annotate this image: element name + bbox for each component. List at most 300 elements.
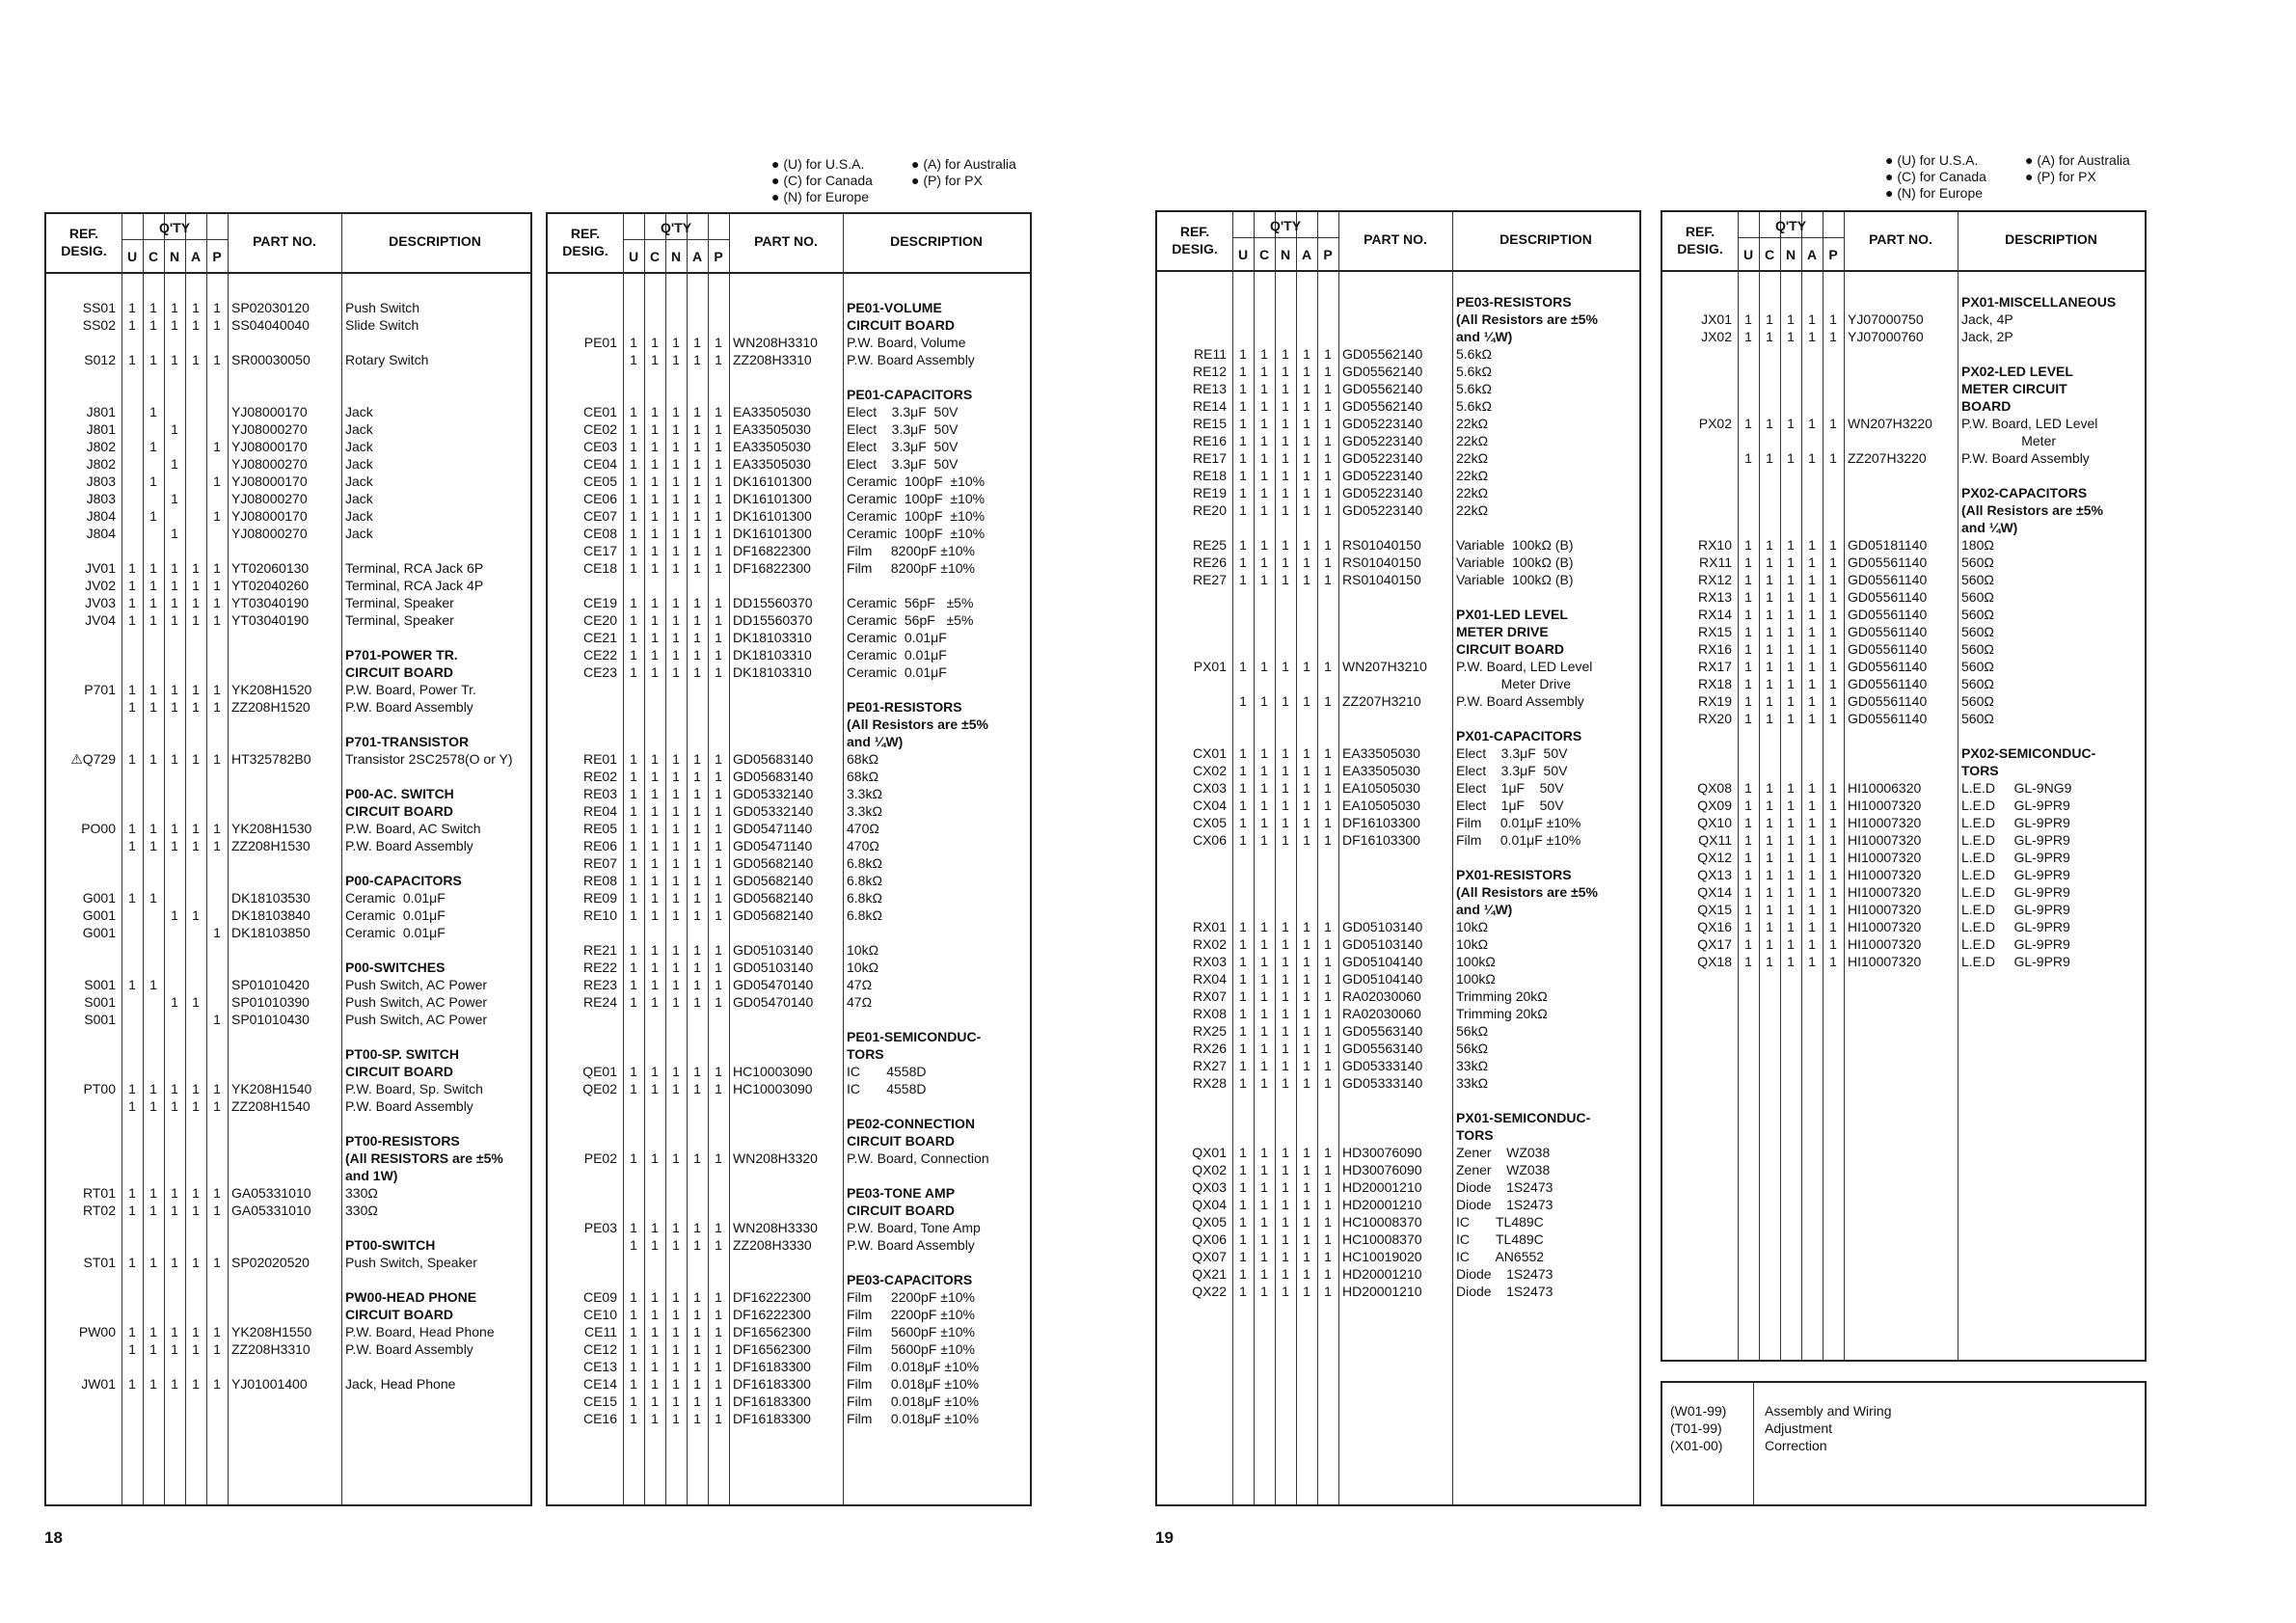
part-number: DK18103310 (733, 647, 812, 663)
part-description: Film 8200pF ±10% (847, 560, 975, 576)
header-qty: Q'TY (660, 220, 692, 235)
part-description: Film 0.018μF ±10% (847, 1411, 980, 1426)
qty-n: 1 (1787, 954, 1795, 969)
ref-designator: CX03 (1192, 780, 1227, 796)
part-number: HI10007320 (1848, 815, 1922, 830)
qty-p: 1 (715, 855, 722, 871)
qty-p: 1 (715, 1359, 722, 1374)
qty-a: 1 (192, 1255, 200, 1270)
qty-u: 1 (1239, 1214, 1247, 1230)
table-row (46, 1202, 530, 1219)
part-number: HT325782B0 (231, 751, 311, 767)
part-description: 5.6kΩ (1456, 381, 1492, 396)
part-number: GD05223140 (1342, 485, 1423, 500)
qty-n: 1 (672, 526, 680, 541)
section-heading (1662, 293, 2145, 311)
qty-c: 1 (651, 473, 659, 489)
section-heading (46, 1132, 530, 1150)
ref-designator: RE15 (1192, 416, 1227, 431)
qty-p: 1 (715, 421, 722, 437)
qty-n: 1 (1787, 832, 1795, 848)
part-number: WN207H3220 (1848, 416, 1932, 431)
part-number: DF16822300 (733, 543, 811, 558)
ref-designator: RX27 (1192, 1058, 1227, 1073)
qty-n: 1 (672, 769, 680, 784)
qty-n: 1 (672, 1324, 680, 1339)
table-row (1157, 970, 1639, 987)
qty-n: 1 (1282, 1058, 1289, 1073)
qty-c: 1 (1260, 555, 1268, 570)
qty-u: 1 (630, 456, 637, 472)
table-row (548, 1150, 1030, 1167)
qty-u: 1 (1239, 346, 1247, 362)
table-row (548, 403, 1030, 420)
header-n: N (1280, 247, 1291, 262)
qty-n: 1 (1787, 329, 1795, 344)
part-description: Elect 3.3μF 50V (847, 421, 959, 437)
ref-designator: RX28 (1192, 1075, 1227, 1091)
qty-n: 1 (1787, 936, 1795, 952)
qty-c: 1 (149, 890, 157, 906)
qty-c: 1 (651, 821, 659, 836)
table-row (1662, 866, 2145, 883)
qty-c: 1 (1260, 971, 1268, 987)
revision-code-legend (1661, 1381, 2147, 1506)
section-heading (548, 1132, 1030, 1150)
qty-p: 1 (715, 821, 722, 836)
section-heading (1157, 1126, 1639, 1144)
qty-a: 1 (1303, 1162, 1310, 1177)
qty-u: 1 (1744, 607, 1752, 622)
qty-a: 1 (192, 1341, 200, 1357)
qty-u: 1 (1744, 884, 1752, 900)
table-row (1157, 814, 1639, 831)
header-p: P (1828, 247, 1838, 262)
ref-designator: RE22 (582, 960, 617, 975)
part-number: HC10019020 (1342, 1249, 1422, 1264)
qty-n: 1 (1282, 780, 1289, 796)
table-row (1157, 380, 1639, 397)
qty-c: 1 (651, 352, 659, 367)
qty-a: 1 (1808, 954, 1816, 969)
qty-c: 1 (149, 1185, 157, 1201)
section-title: (All Resistors are ±5% (1456, 884, 1598, 900)
qty-c: 1 (1260, 1214, 1268, 1230)
qty-n: 1 (672, 439, 680, 454)
qty-u: 1 (1239, 1231, 1247, 1247)
ref-designator: S001 (84, 1012, 116, 1027)
qty-a: 1 (693, 439, 701, 454)
qty-n: 1 (1787, 416, 1795, 431)
ref-designator: CE19 (582, 595, 617, 610)
table-row (46, 698, 530, 716)
part-description: Transistor 2SC2578(O or Y) (345, 751, 513, 767)
table-row (548, 1011, 1030, 1028)
qty-u: 1 (630, 526, 637, 541)
qty-a: 1 (1808, 572, 1816, 587)
ref-designator: ⚠Q729 (70, 751, 116, 767)
ref-designator: RX11 (1699, 555, 1732, 570)
part-description: L.E.D GL-9NG9 (1961, 780, 2072, 796)
part-number: EA33505030 (1342, 763, 1420, 778)
ref-designator: CX04 (1192, 798, 1227, 813)
section-title: P701-TRANSISTOR (345, 734, 470, 749)
part-description: Elect 1μF 50V (1456, 780, 1564, 796)
qty-a: 1 (1808, 311, 1816, 327)
ref-designator: RE10 (582, 907, 617, 923)
section-heading (46, 663, 530, 681)
qty-p: 1 (1324, 502, 1332, 518)
ref-designator: RE02 (582, 769, 617, 784)
ref-designator: CE04 (582, 456, 617, 472)
qty-p: 1 (1324, 1179, 1332, 1195)
header-ref: REF. (1685, 224, 1715, 239)
part-number: HD30076090 (1342, 1145, 1422, 1160)
part-description: 5.6kΩ (1456, 346, 1492, 362)
part-number: GA05331010 (231, 1185, 311, 1201)
qty-c: 1 (651, 786, 659, 801)
qty-n: 1 (1282, 1041, 1289, 1056)
qty-u: 1 (1744, 572, 1752, 587)
ref-designator: RX01 (1192, 919, 1227, 934)
ref-designator: J801 (86, 421, 116, 437)
table-row (548, 594, 1030, 611)
table-row (46, 525, 530, 542)
legend-usa: ● (U) for U.S.A. (1885, 152, 1979, 168)
qty-u: 1 (630, 1150, 637, 1166)
ref-designator: CE15 (582, 1393, 617, 1409)
qty-header-divider (122, 239, 228, 240)
part-description: P.W. Board, LED Level (1961, 416, 2098, 431)
qty-a: 1 (1303, 954, 1310, 969)
qty-n: 1 (1787, 884, 1795, 900)
part-description: Jack (345, 526, 373, 541)
qty-c: 1 (1260, 398, 1268, 414)
qty-n: 1 (171, 1376, 178, 1392)
qty-u: 1 (1239, 919, 1247, 934)
qty-p: 1 (1324, 798, 1332, 813)
table-row (46, 1340, 530, 1358)
part-number: RS01040150 (1342, 555, 1421, 570)
qty-c: 1 (149, 977, 157, 992)
part-description: 33kΩ (1456, 1058, 1489, 1073)
part-description: P.W. Board Assembly (1961, 450, 2090, 466)
part-description: 5.6kΩ (1456, 364, 1492, 379)
ref-designator: RE25 (1192, 537, 1227, 553)
table-row (548, 629, 1030, 646)
part-description: 56kΩ (1456, 1023, 1489, 1039)
part-description: Push Switch, Speaker (345, 1255, 477, 1270)
header-part-no: PART NO. (754, 233, 818, 249)
qty-n: 1 (1787, 815, 1795, 830)
ref-designator: RE06 (582, 838, 617, 853)
section-title: P00-SWITCHES (345, 960, 446, 975)
table-row (1157, 710, 1639, 727)
meaning-adjustment: Adjustment (1765, 1420, 1833, 1436)
table-row (46, 490, 530, 507)
qty-p: 1 (715, 994, 722, 1010)
part-description: P.W. Board, Head Phone (345, 1324, 495, 1339)
part-description: 100kΩ (1456, 954, 1496, 969)
qty-c: 1 (149, 1324, 157, 1339)
qty-a: 1 (1808, 624, 1816, 639)
qty-c: 1 (149, 699, 157, 715)
region-legend-right (1885, 152, 2174, 206)
table-row (548, 785, 1030, 802)
section-title: PE01-SEMICONDUC- (847, 1029, 982, 1044)
section-title: TORS (1456, 1127, 1494, 1143)
part-number: YJ08000170 (231, 404, 308, 419)
qty-c: 1 (149, 300, 157, 315)
table-row (46, 750, 530, 768)
ref-designator: RX12 (1697, 572, 1732, 587)
part-number: YJ08000270 (231, 526, 308, 541)
table-row (1157, 484, 1639, 501)
qty-a: 1 (1303, 468, 1310, 483)
ref-designator: JV02 (85, 578, 116, 593)
qty-p: 1 (213, 473, 221, 489)
qty-p: 1 (715, 977, 722, 992)
part-description: 6.8kΩ (847, 890, 882, 906)
header-p: P (1323, 247, 1333, 262)
qty-n: 1 (171, 1341, 178, 1357)
qty-p: 1 (213, 751, 221, 767)
part-description: 22kΩ (1456, 433, 1489, 448)
ref-designator: RT02 (83, 1203, 116, 1218)
qty-u: 1 (630, 1411, 637, 1426)
section-heading (1157, 328, 1639, 345)
part-number: ZZ207H3210 (1342, 693, 1421, 709)
part-description: Trimming 20kΩ (1456, 1006, 1548, 1021)
part-number: DF16562300 (733, 1324, 811, 1339)
header-n: N (169, 249, 180, 264)
part-description: 3.3kΩ (847, 803, 882, 819)
qty-a: 1 (1303, 555, 1310, 570)
qty-a: 1 (1303, 1041, 1310, 1056)
qty-a: 1 (1303, 1023, 1310, 1039)
header-description: DESCRIPTION (890, 233, 983, 249)
part-description: P.W. Board Assembly (345, 699, 473, 715)
qty-c: 1 (1766, 641, 1773, 657)
legend-australia: ● (A) for Australia (911, 156, 1016, 172)
qty-a: 1 (693, 612, 701, 628)
qty-u: 1 (128, 352, 136, 367)
qty-a: 1 (693, 873, 701, 888)
ref-designator: CE10 (582, 1307, 617, 1322)
part-description: IC 4558D (847, 1064, 927, 1079)
part-number: HI10007320 (1848, 850, 1922, 865)
part-number: RS01040150 (1342, 537, 1421, 553)
qty-n: 1 (171, 1255, 178, 1270)
qty-u: 1 (1744, 711, 1752, 726)
qty-p: 1 (213, 317, 221, 333)
ref-designator: RE14 (1192, 398, 1227, 414)
section-heading (548, 1271, 1030, 1288)
ref-designator: QX16 (1697, 919, 1732, 934)
qty-p: 1 (1829, 936, 1837, 952)
qty-c: 1 (1260, 693, 1268, 709)
qty-n: 1 (171, 907, 178, 923)
ref-designator: CE16 (582, 1411, 617, 1426)
part-description: 33kΩ (1456, 1075, 1489, 1091)
qty-c: 1 (1260, 572, 1268, 587)
table-row (548, 1063, 1030, 1080)
qty-a: 1 (192, 317, 200, 333)
section-heading (1157, 727, 1639, 744)
qty-n: 1 (672, 1064, 680, 1079)
qty-n: 1 (171, 300, 178, 315)
qty-a: 1 (1303, 450, 1310, 466)
table-row (1157, 536, 1639, 554)
qty-c: 1 (651, 526, 659, 541)
part-number: GD05683140 (733, 769, 814, 784)
qty-p: 1 (1324, 1197, 1332, 1212)
qty-n: 1 (672, 1081, 680, 1096)
ref-designator: CE14 (582, 1376, 617, 1392)
ref-designator: CX01 (1192, 745, 1227, 761)
table-row (1157, 1178, 1639, 1196)
qty-n: 1 (672, 1341, 680, 1357)
qty-c: 1 (1260, 1266, 1268, 1282)
part-number: HI10007320 (1848, 954, 1922, 969)
section-heading (1157, 901, 1639, 918)
section-title: and ¼W) (1456, 329, 1513, 344)
qty-p: 1 (1324, 364, 1332, 379)
ref-designator: JV04 (85, 612, 116, 628)
table-row (1157, 1074, 1639, 1092)
table-row (1157, 1196, 1639, 1213)
qty-u: 1 (128, 838, 136, 853)
qty-u: 1 (630, 838, 637, 853)
qty-a: 1 (693, 526, 701, 541)
qty-p: 1 (213, 925, 221, 940)
part-description: L.E.D GL-9PR9 (1961, 902, 2070, 917)
part-number: GD05223140 (1342, 450, 1423, 466)
ref-designator: RE23 (582, 977, 617, 992)
part-number: DF16183300 (733, 1376, 811, 1392)
parts-table-4 (1661, 210, 2147, 1362)
qty-p: 1 (1324, 416, 1332, 431)
part-number: YT03040190 (231, 612, 310, 628)
section-title: and ¼W) (847, 734, 904, 749)
qty-u: 1 (128, 1203, 136, 1218)
qty-u: 1 (630, 1289, 637, 1305)
section-title: (All RESISTORS are ±5% (345, 1150, 503, 1166)
qty-a: 1 (1303, 745, 1310, 761)
part-number: GD05223140 (1342, 433, 1423, 448)
section-heading (46, 1236, 530, 1254)
part-description: Ceramic 0.01μF (345, 907, 446, 923)
part-number: DK16101300 (733, 473, 812, 489)
qty-u: 1 (1744, 850, 1752, 865)
table-row (548, 854, 1030, 872)
qty-c: 1 (651, 439, 659, 454)
section-heading (46, 785, 530, 802)
qty-n: 1 (1282, 555, 1289, 570)
qty-n: 1 (1787, 919, 1795, 934)
part-description: Jack, 4P (1961, 311, 2013, 327)
ref-designator: S001 (84, 977, 116, 992)
qty-n: 1 (171, 456, 178, 472)
part-description: 560Ω (1961, 711, 1994, 726)
section-title: PE02-CONNECTION (847, 1116, 976, 1131)
qty-p: 1 (715, 1411, 722, 1426)
qty-p: 1 (715, 630, 722, 645)
qty-u: 1 (1744, 798, 1752, 813)
section-title: PE01-VOLUME (847, 300, 942, 315)
part-description: Elect 3.3μF 50V (847, 439, 959, 454)
part-number: GD05561140 (1848, 555, 1928, 570)
section-title: and ¼W) (1456, 902, 1513, 917)
qty-u: 1 (1239, 433, 1247, 448)
qty-c: 1 (1766, 624, 1773, 639)
qty-c: 1 (149, 1081, 157, 1096)
qty-p: 1 (715, 769, 722, 784)
ref-designator: JW01 (81, 1376, 116, 1392)
table-body (1662, 293, 2145, 970)
part-number: GD05470140 (733, 977, 814, 992)
table-row (1662, 588, 2145, 606)
part-number: DD15560370 (733, 595, 813, 610)
part-description: 6.8kΩ (847, 855, 882, 871)
table-row (1662, 623, 2145, 640)
ref-designator: J802 (86, 439, 116, 454)
qty-u: 1 (630, 942, 637, 958)
table-row (548, 1323, 1030, 1340)
table-row (46, 837, 530, 854)
qty-n: 1 (1787, 693, 1795, 709)
table-row (46, 768, 530, 785)
ref-designator: CE09 (582, 1289, 617, 1305)
qty-u: 1 (1239, 936, 1247, 952)
qty-u: 1 (128, 890, 136, 906)
table-row (548, 1097, 1030, 1115)
qty-n: 1 (1282, 416, 1289, 431)
qty-c: 1 (149, 404, 157, 419)
table-row (1157, 675, 1639, 692)
table-row (548, 1167, 1030, 1184)
section-heading (46, 1063, 530, 1080)
part-description: P.W. Board, Connection (847, 1150, 989, 1166)
qty-a: 1 (693, 942, 701, 958)
part-number: GD05563140 (1342, 1023, 1423, 1039)
parts-table-1 (44, 212, 532, 1506)
table-row (46, 1375, 530, 1393)
part-description: P.W. Board Assembly (345, 838, 473, 853)
qty-p: 1 (715, 1081, 722, 1096)
qty-n: 1 (672, 543, 680, 558)
header-ref: REF. (570, 226, 601, 241)
qty-a: 1 (1303, 1231, 1310, 1247)
part-number: SP02030120 (231, 300, 310, 315)
part-description: Rotary Switch (345, 352, 429, 367)
table-row (1157, 953, 1639, 970)
qty-n: 1 (171, 612, 178, 628)
qty-a: 1 (1808, 711, 1816, 726)
qty-p: 1 (1829, 919, 1837, 934)
part-number: GD05181140 (1848, 537, 1928, 553)
qty-c: 1 (1766, 902, 1773, 917)
part-number: DF16222300 (733, 1307, 811, 1322)
qty-c: 1 (651, 1376, 659, 1392)
table-row (46, 1028, 530, 1045)
ref-designator: RE12 (1192, 364, 1227, 379)
part-description: Variable 100kΩ (B) (1456, 555, 1574, 570)
qty-a: 1 (693, 1324, 701, 1339)
qty-a: 1 (192, 751, 200, 767)
qty-a: 1 (192, 1098, 200, 1114)
ref-designator: QE01 (582, 1064, 617, 1079)
